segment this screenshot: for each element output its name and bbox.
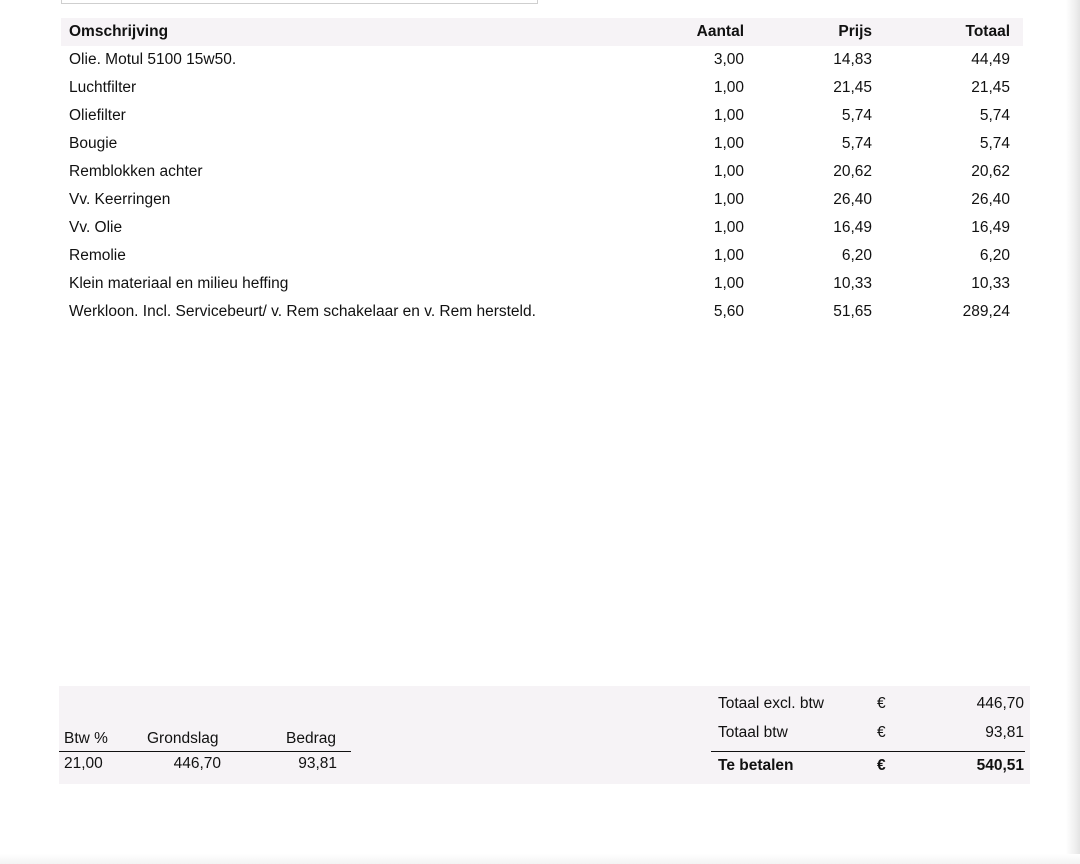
item-price: 14,83 [833, 51, 872, 68]
item-price: 5,74 [841, 135, 872, 152]
vat-rate: 21,00 [64, 755, 103, 772]
item-row [61, 270, 1023, 298]
item-description: Luchtfilter [69, 79, 137, 96]
item-description: Vv. Olie [69, 219, 123, 236]
total-vat-label: Totaal btw [718, 724, 788, 741]
item-price: 5,74 [841, 107, 872, 124]
item-row [61, 130, 1023, 158]
item-total: 5,74 [979, 135, 1010, 152]
item-row [61, 214, 1023, 242]
vat-header-base: Grondslag [147, 730, 219, 747]
header-quantity: Aantal [696, 23, 744, 40]
item-row [61, 158, 1023, 186]
vat-amount: 93,81 [298, 755, 337, 772]
item-description: Remolie [69, 247, 126, 264]
vat-header-amount: Bedrag [286, 730, 336, 747]
item-price: 21,45 [833, 79, 872, 96]
header-description: Omschrijving [69, 23, 169, 40]
currency-symbol: € [877, 757, 886, 774]
item-total: 21,45 [971, 79, 1010, 96]
item-row [61, 186, 1023, 214]
vat-table [59, 727, 351, 780]
item-row [61, 298, 1023, 326]
item-quantity: 1,00 [713, 275, 744, 292]
item-description: Vv. Keerringen [69, 191, 171, 208]
item-description: Olie. Motul 5100 15w50. [69, 51, 237, 68]
vat-header-rate: Btw % [64, 730, 108, 747]
item-quantity: 1,00 [713, 79, 744, 96]
item-quantity: 1,00 [713, 191, 744, 208]
total-vat-row [711, 719, 1025, 748]
item-total: 6,20 [979, 247, 1010, 264]
item-description: Werkloon. Incl. Servicebeurt/ v. Rem schakelaar en v. Rem hersteld. [69, 303, 536, 320]
item-quantity: 1,00 [713, 247, 744, 264]
items-header-row [61, 18, 1023, 46]
total-excl-row [711, 690, 1025, 719]
item-price: 26,40 [833, 191, 872, 208]
total-excl-value: 446,70 [976, 695, 1024, 712]
total-excl-label: Totaal excl. btw [718, 695, 824, 712]
item-description: Remblokken achter [69, 163, 203, 180]
totals-summary [711, 690, 1025, 782]
item-total: 44,49 [971, 51, 1010, 68]
item-description: Klein materiaal en milieu heffing [69, 275, 289, 292]
currency-symbol: € [877, 695, 886, 712]
vat-row [59, 752, 351, 780]
item-price: 10,33 [833, 275, 872, 292]
item-description: Bougie [69, 135, 118, 152]
total-vat-value: 93,81 [985, 724, 1024, 741]
item-row [61, 102, 1023, 130]
item-row [61, 46, 1023, 74]
item-quantity: 1,00 [713, 107, 744, 124]
page-bottom-shadow [0, 854, 1080, 864]
page-edge-shadow [1066, 0, 1080, 864]
item-quantity: 1,00 [713, 163, 744, 180]
item-price: 51,65 [833, 303, 872, 320]
item-row [61, 242, 1023, 270]
item-quantity: 1,00 [713, 135, 744, 152]
vat-header-row [59, 727, 351, 752]
invoice-items-table [61, 18, 1023, 326]
grand-total-row [711, 751, 1025, 782]
currency-symbol: € [877, 724, 886, 741]
item-row [61, 74, 1023, 102]
vat-base: 446,70 [173, 755, 221, 772]
header-box-edge [61, 0, 538, 4]
item-price: 20,62 [833, 163, 872, 180]
item-total: 10,33 [971, 275, 1010, 292]
item-total: 16,49 [971, 219, 1010, 236]
item-quantity: 3,00 [713, 51, 744, 68]
item-quantity: 5,60 [713, 303, 744, 320]
item-total: 5,74 [979, 107, 1010, 124]
item-quantity: 1,00 [713, 219, 744, 236]
item-price: 6,20 [841, 247, 872, 264]
item-total: 289,24 [962, 303, 1010, 320]
item-total: 20,62 [971, 163, 1010, 180]
item-total: 26,40 [971, 191, 1010, 208]
grand-total-label: Te betalen [718, 757, 794, 774]
item-price: 16,49 [833, 219, 872, 236]
header-total: Totaal [965, 23, 1010, 40]
grand-total-value: 540,51 [976, 757, 1024, 774]
item-description: Oliefilter [69, 107, 126, 124]
header-price: Prijs [838, 23, 872, 40]
